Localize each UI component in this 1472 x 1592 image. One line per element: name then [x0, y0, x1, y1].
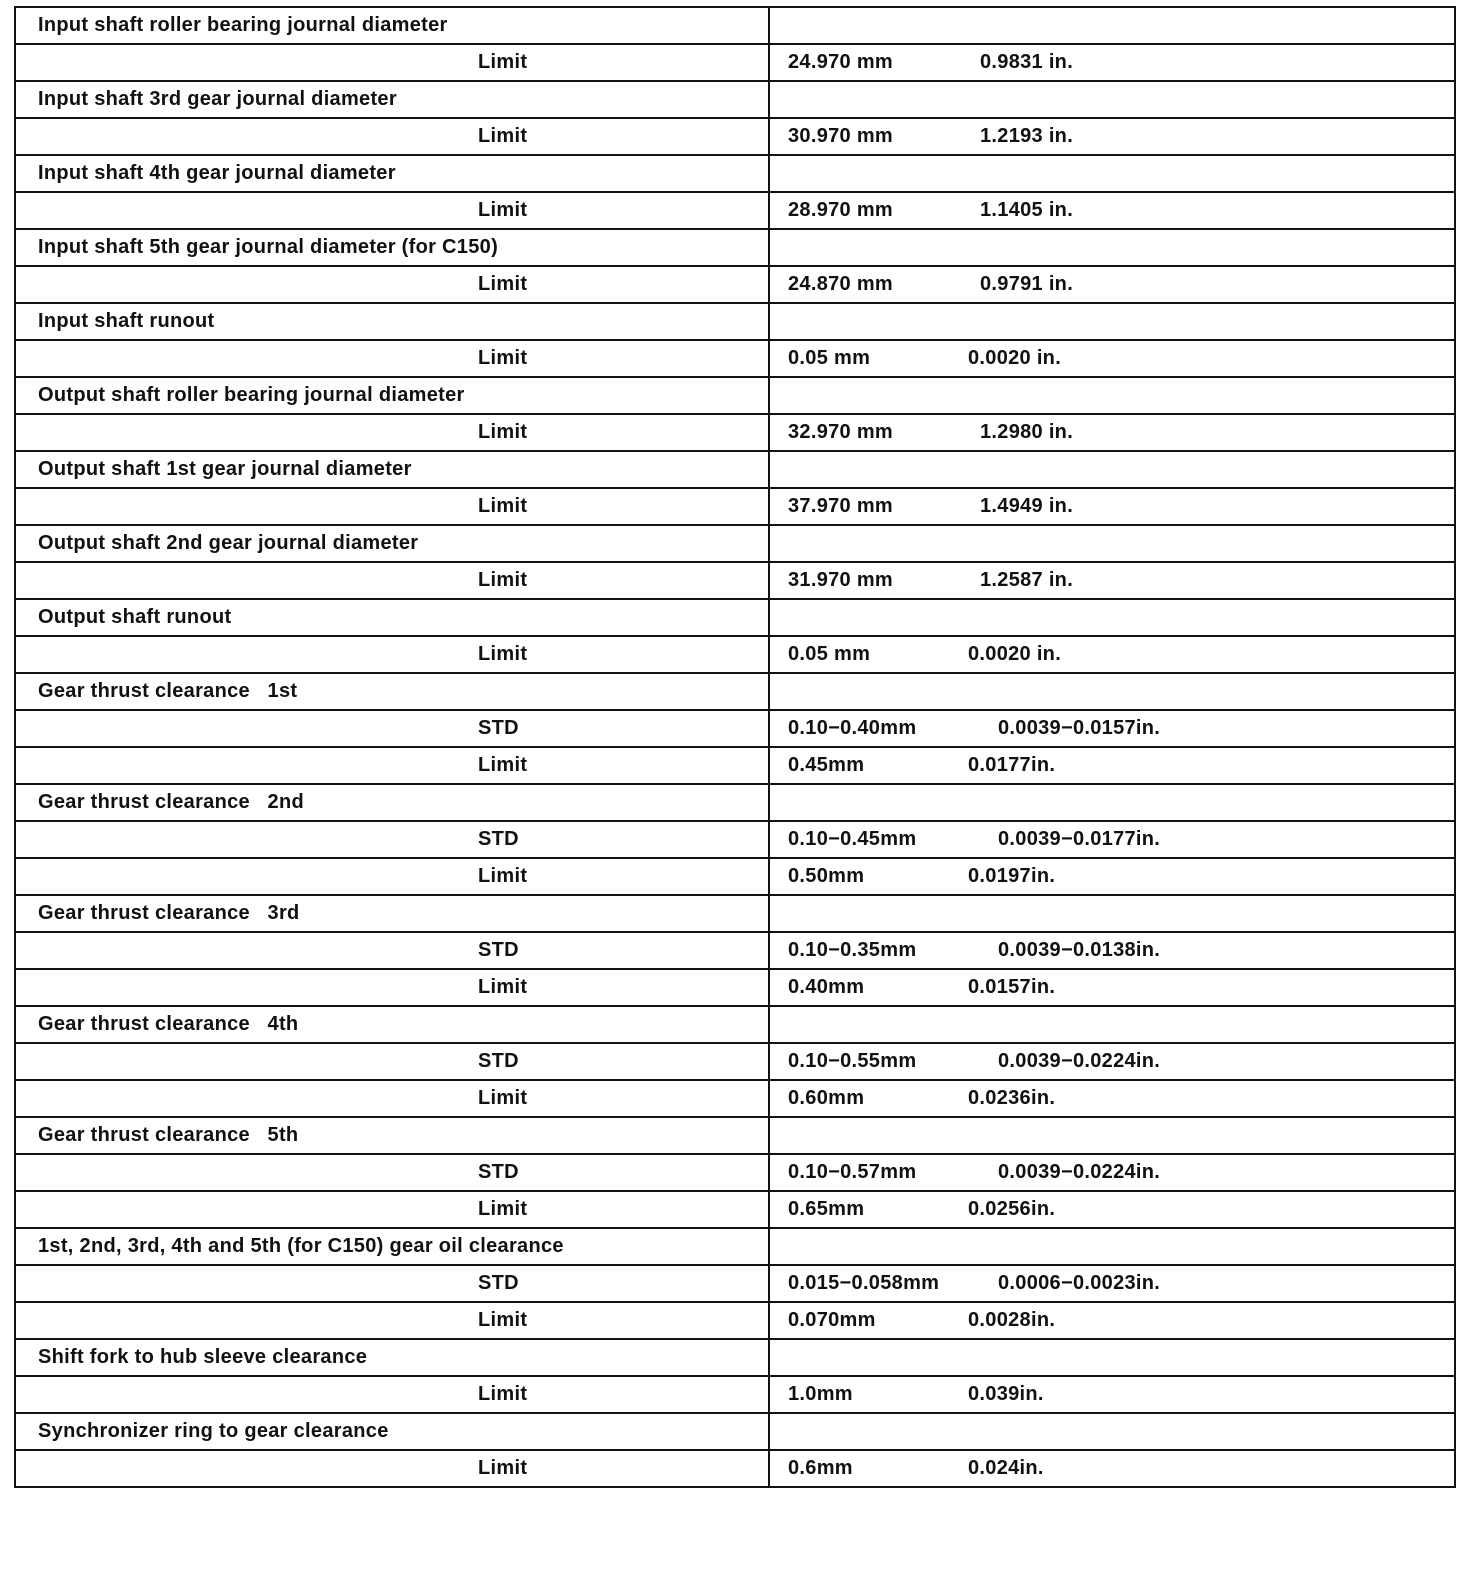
spec-value-row — [15, 858, 1455, 895]
specification-table-body — [15, 7, 1455, 1487]
spec-value-row — [15, 747, 1455, 784]
spec-value-row — [15, 1080, 1455, 1117]
empty-value-cell — [769, 81, 1455, 118]
spec-value-row — [15, 414, 1455, 451]
spec-item-title: Input shaft 5th gear journal diameter (for C150) — [15, 229, 769, 266]
inch-value: 0.0039−0.0224in. — [998, 1161, 1161, 1183]
spec-item-title: Input shaft 3rd gear journal diameter — [15, 81, 769, 118]
inch-value: 1.4949 in. — [980, 495, 1074, 517]
spec-value-cell — [769, 1154, 1455, 1191]
spec-value-cell — [769, 710, 1455, 747]
section-title-row — [15, 377, 1455, 414]
spec-item-title: Synchronizer ring to gear clearance — [15, 1413, 769, 1450]
metric-value: 28.970 mm — [788, 199, 893, 221]
empty-value-cell — [769, 1413, 1455, 1450]
spec-value-row — [15, 710, 1455, 747]
section-title-row — [15, 81, 1455, 118]
spec-label: Limit — [15, 118, 769, 155]
inch-value: 0.0236in. — [968, 1087, 1056, 1109]
spec-value-row — [15, 1302, 1455, 1339]
inch-value: 0.0197in. — [968, 865, 1056, 887]
spec-label: STD — [15, 710, 769, 747]
spec-item-title: Gear thrust clearance 1st — [15, 673, 769, 710]
spec-value-cell — [769, 747, 1455, 784]
metric-value: 0.10−0.40mm — [788, 717, 917, 739]
spec-value-row — [15, 488, 1455, 525]
spec-value-row — [15, 118, 1455, 155]
spec-label: Limit — [15, 1080, 769, 1117]
inch-value: 1.2193 in. — [980, 125, 1074, 147]
spec-value-row — [15, 266, 1455, 303]
spec-value-cell — [769, 1191, 1455, 1228]
section-title-row — [15, 1339, 1455, 1376]
spec-item-title: Shift fork to hub sleeve clearance — [15, 1339, 769, 1376]
spec-label: STD — [15, 1265, 769, 1302]
spec-label: Limit — [15, 636, 769, 673]
spec-label: Limit — [15, 1302, 769, 1339]
metric-value: 0.45mm — [788, 754, 865, 776]
spec-label: Limit — [15, 562, 769, 599]
metric-value: 24.970 mm — [788, 51, 893, 73]
spec-value-row — [15, 1450, 1455, 1487]
empty-value-cell — [769, 1006, 1455, 1043]
inch-value: 0.0039−0.0177in. — [998, 828, 1161, 850]
spec-label: Limit — [15, 266, 769, 303]
section-title-row — [15, 525, 1455, 562]
spec-value-row — [15, 44, 1455, 81]
spec-value-row — [15, 192, 1455, 229]
section-title-row — [15, 155, 1455, 192]
spec-value-cell — [769, 969, 1455, 1006]
empty-value-cell — [769, 377, 1455, 414]
empty-value-cell — [769, 229, 1455, 266]
spec-value-cell — [769, 488, 1455, 525]
inch-value: 0.039in. — [968, 1383, 1044, 1405]
spec-value-cell — [769, 1043, 1455, 1080]
spec-value-cell — [769, 414, 1455, 451]
spec-value-cell — [769, 1450, 1455, 1487]
spec-label: Limit — [15, 414, 769, 451]
metric-value: 0.10−0.55mm — [788, 1050, 917, 1072]
spec-item-title: Output shaft 1st gear journal diameter — [15, 451, 769, 488]
spec-label: Limit — [15, 969, 769, 1006]
metric-value: 0.65mm — [788, 1198, 865, 1220]
metric-value: 24.870 mm — [788, 273, 893, 295]
spec-label: Limit — [15, 192, 769, 229]
spec-label: Limit — [15, 858, 769, 895]
metric-value: 0.6mm — [788, 1457, 853, 1479]
spec-value-cell — [769, 1376, 1455, 1413]
inch-value: 0.9791 in. — [980, 273, 1074, 295]
spec-value-cell — [769, 118, 1455, 155]
spec-label: STD — [15, 1043, 769, 1080]
spec-value-cell — [769, 1265, 1455, 1302]
spec-value-row — [15, 1043, 1455, 1080]
section-title-row — [15, 7, 1455, 44]
spec-value-cell — [769, 821, 1455, 858]
metric-value: 0.60mm — [788, 1087, 865, 1109]
section-title-row — [15, 1006, 1455, 1043]
metric-value: 0.10−0.45mm — [788, 828, 917, 850]
spec-value-cell — [769, 932, 1455, 969]
metric-value: 30.970 mm — [788, 125, 893, 147]
empty-value-cell — [769, 1117, 1455, 1154]
section-title-row — [15, 229, 1455, 266]
spec-label: STD — [15, 821, 769, 858]
section-title-row — [15, 451, 1455, 488]
inch-value: 0.0039−0.0138in. — [998, 939, 1161, 961]
empty-value-cell — [769, 525, 1455, 562]
inch-value: 0.0020 in. — [968, 643, 1062, 665]
section-title-row — [15, 895, 1455, 932]
inch-value: 0.0020 in. — [968, 347, 1062, 369]
metric-value: 0.015−0.058mm — [788, 1272, 940, 1294]
spec-item-title: Gear thrust clearance 4th — [15, 1006, 769, 1043]
inch-value: 0.9831 in. — [980, 51, 1074, 73]
empty-value-cell — [769, 7, 1455, 44]
inch-value: 0.0039−0.0157in. — [998, 717, 1161, 739]
spec-value-cell — [769, 340, 1455, 377]
spec-value-row — [15, 1191, 1455, 1228]
inch-value: 1.2587 in. — [980, 569, 1074, 591]
spec-item-title: Gear thrust clearance 5th — [15, 1117, 769, 1154]
metric-value: 32.970 mm — [788, 421, 893, 443]
spec-value-cell — [769, 44, 1455, 81]
spec-item-title: Input shaft runout — [15, 303, 769, 340]
section-title-row — [15, 1228, 1455, 1265]
spec-value-row — [15, 969, 1455, 1006]
metric-value: 0.40mm — [788, 976, 865, 998]
empty-value-cell — [769, 673, 1455, 710]
spec-value-cell — [769, 1080, 1455, 1117]
spec-item-title: Gear thrust clearance 2nd — [15, 784, 769, 821]
empty-value-cell — [769, 1339, 1455, 1376]
spec-value-row — [15, 562, 1455, 599]
empty-value-cell — [769, 599, 1455, 636]
metric-value: 37.970 mm — [788, 495, 893, 517]
inch-value: 0.0028in. — [968, 1309, 1056, 1331]
spec-value-cell — [769, 266, 1455, 303]
section-title-row — [15, 784, 1455, 821]
spec-label: Limit — [15, 747, 769, 784]
metric-value: 0.10−0.35mm — [788, 939, 917, 961]
spec-item-title: Output shaft runout — [15, 599, 769, 636]
metric-value: 0.05 mm — [788, 643, 871, 665]
spec-label: Limit — [15, 44, 769, 81]
spec-label: Limit — [15, 1191, 769, 1228]
spec-value-cell — [769, 562, 1455, 599]
inch-value: 1.2980 in. — [980, 421, 1074, 443]
spec-label: STD — [15, 932, 769, 969]
spec-value-row — [15, 1265, 1455, 1302]
inch-value: 0.024in. — [968, 1457, 1044, 1479]
spec-item-title: 1st, 2nd, 3rd, 4th and 5th (for C150) gear oil clearance — [15, 1228, 769, 1265]
spec-value-cell — [769, 1302, 1455, 1339]
inch-value: 0.0177in. — [968, 754, 1056, 776]
inch-value: 0.0256in. — [968, 1198, 1056, 1220]
section-title-row — [15, 1117, 1455, 1154]
spec-value-cell — [769, 858, 1455, 895]
metric-value: 0.10−0.57mm — [788, 1161, 917, 1183]
section-title-row — [15, 673, 1455, 710]
empty-value-cell — [769, 895, 1455, 932]
section-title-row — [15, 1413, 1455, 1450]
spec-item-title: Output shaft 2nd gear journal diameter — [15, 525, 769, 562]
spec-label: STD — [15, 1154, 769, 1191]
spec-item-title: Input shaft roller bearing journal diameter — [15, 7, 769, 44]
metric-value: 1.0mm — [788, 1383, 853, 1405]
spec-item-title: Input shaft 4th gear journal diameter — [15, 155, 769, 192]
spec-label: Limit — [15, 1450, 769, 1487]
spec-label: Limit — [15, 488, 769, 525]
spec-value-row — [15, 636, 1455, 673]
empty-value-cell — [769, 1228, 1455, 1265]
metric-value: 0.05 mm — [788, 347, 871, 369]
inch-value: 0.0006−0.0023in. — [998, 1272, 1161, 1294]
spec-value-cell — [769, 192, 1455, 229]
specification-table — [14, 6, 1456, 1488]
empty-value-cell — [769, 451, 1455, 488]
metric-value: 0.070mm — [788, 1309, 876, 1331]
spec-value-cell — [769, 636, 1455, 673]
empty-value-cell — [769, 155, 1455, 192]
metric-value: 0.50mm — [788, 865, 865, 887]
spec-value-row — [15, 1154, 1455, 1191]
section-title-row — [15, 599, 1455, 636]
spec-value-row — [15, 340, 1455, 377]
spec-label: Limit — [15, 340, 769, 377]
spec-item-title: Gear thrust clearance 3rd — [15, 895, 769, 932]
spec-value-row — [15, 1376, 1455, 1413]
spec-value-row — [15, 932, 1455, 969]
empty-value-cell — [769, 784, 1455, 821]
inch-value: 1.1405 in. — [980, 199, 1074, 221]
inch-value: 0.0157in. — [968, 976, 1056, 998]
empty-value-cell — [769, 303, 1455, 340]
spec-item-title: Output shaft roller bearing journal diameter — [15, 377, 769, 414]
spec-value-row — [15, 821, 1455, 858]
inch-value: 0.0039−0.0224in. — [998, 1050, 1161, 1072]
spec-label: Limit — [15, 1376, 769, 1413]
section-title-row — [15, 303, 1455, 340]
metric-value: 31.970 mm — [788, 569, 893, 591]
